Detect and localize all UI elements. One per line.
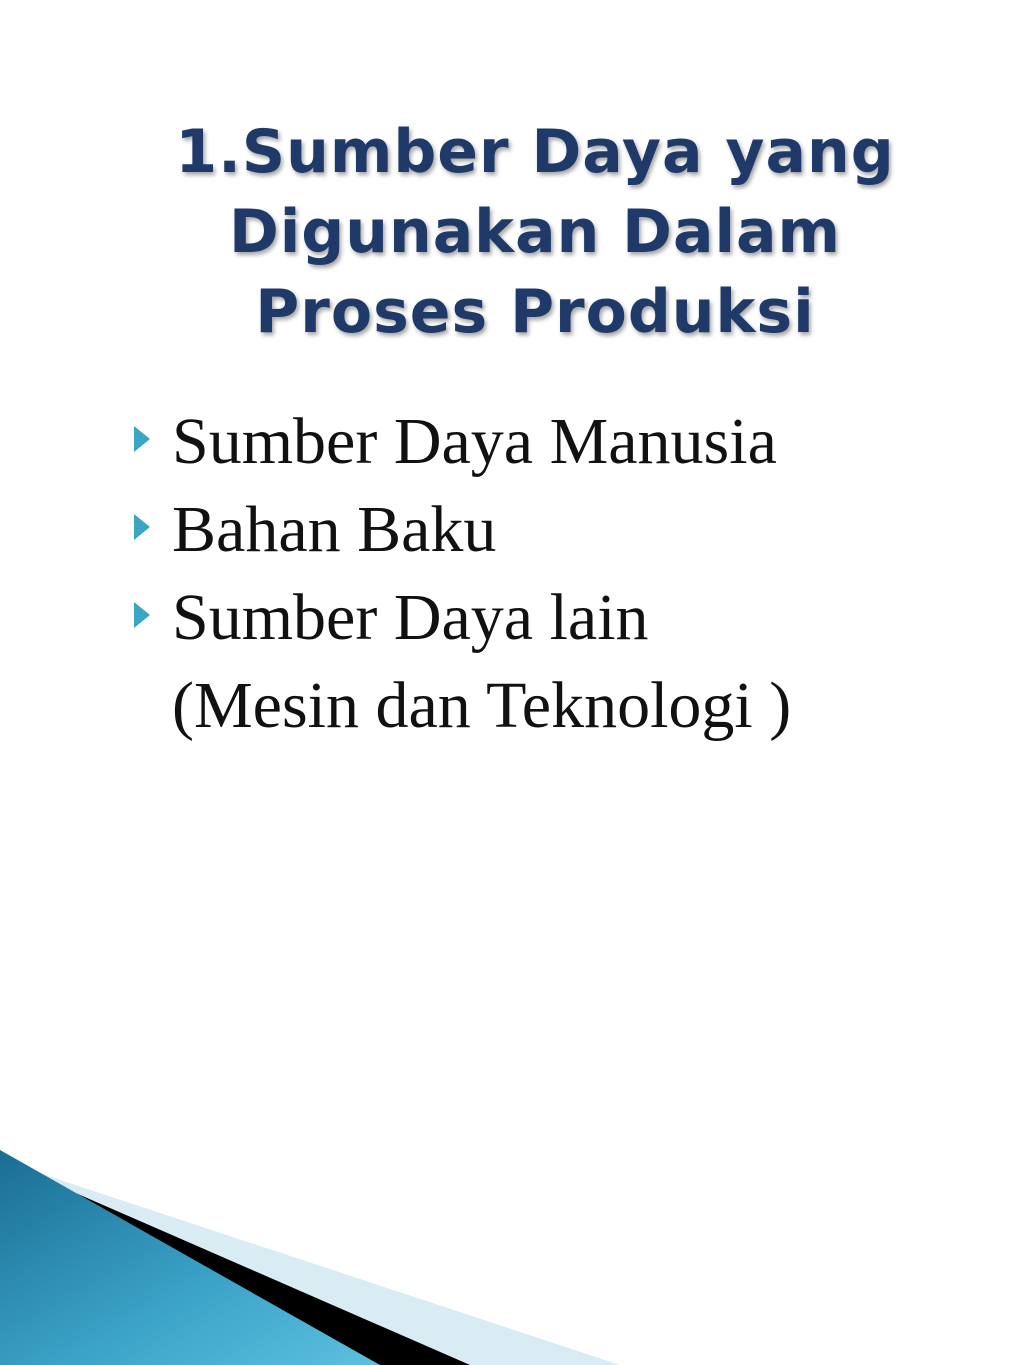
bullet-text <box>172 574 992 750</box>
title-line-3: Proses Produksi <box>255 277 815 347</box>
corner-decoration <box>0 1140 620 1365</box>
slide-title <box>120 112 950 352</box>
bullet-item-raw-materials <box>132 486 992 574</box>
right-triangle-icon <box>134 602 150 628</box>
bullet-line: Sumber Daya lain <box>172 581 649 654</box>
decor-blue-wedge <box>0 1150 380 1365</box>
bullet-text <box>172 486 992 574</box>
title-line-2: Digunakan Dalam <box>228 197 842 267</box>
right-triangle-icon <box>134 426 150 452</box>
bullet-item-other-resources <box>132 574 992 750</box>
bullet-line: (Mesin dan Teknologi ) <box>172 669 792 742</box>
title-line-1: 1.Sumber Daya yang <box>175 117 895 187</box>
bullet-text <box>172 398 992 486</box>
right-triangle-icon <box>134 514 150 540</box>
bullet-line: Bahan Baku <box>172 493 497 566</box>
bullet-line: Sumber Daya Manusia <box>172 405 777 478</box>
bullet-item-human-resources <box>132 398 992 486</box>
bullet-list <box>132 398 992 750</box>
